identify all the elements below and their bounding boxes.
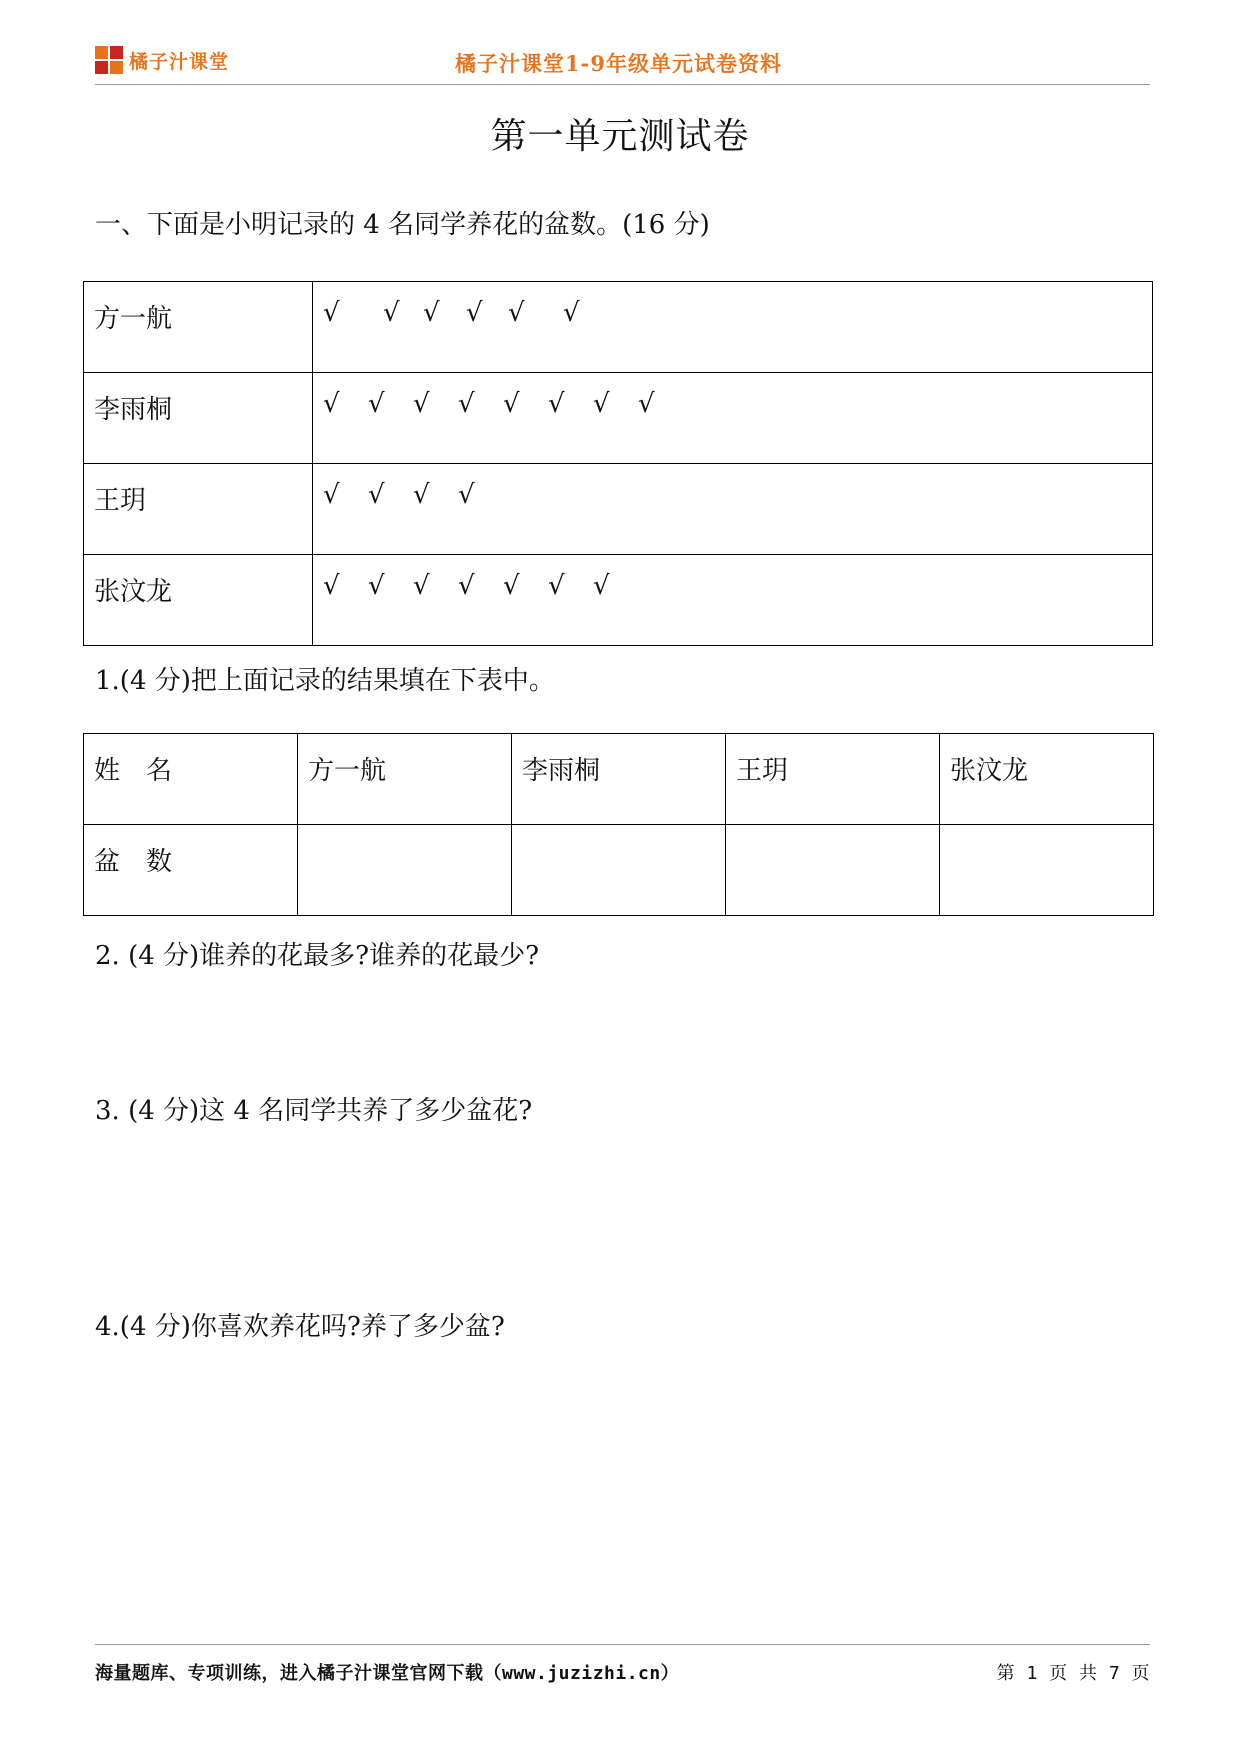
table-row: [84, 825, 1154, 916]
check-mark: √: [458, 571, 475, 601]
question-4: 4.(4 分)你喜欢养花吗?养了多少盆?: [95, 1312, 505, 1342]
question-1: 1.(4 分)把上面记录的结果填在下表中。: [95, 666, 555, 696]
record-checks: [313, 282, 1153, 373]
header-cell: 李雨桐: [512, 734, 726, 825]
question-2: 2. (4 分)谁养的花最多?谁养的花最少?: [95, 941, 540, 971]
table-row: [84, 373, 1153, 464]
header-cell-name: 姓 名: [84, 734, 298, 825]
result-table: [83, 733, 1154, 916]
check-mark: √: [368, 389, 385, 419]
record-name: 李雨桐: [84, 373, 313, 464]
check-mark: √: [458, 480, 475, 510]
check-mark: √: [548, 389, 565, 419]
check-mark: √: [503, 571, 520, 601]
record-checks: [313, 464, 1153, 555]
page-footer: [95, 1644, 1150, 1684]
answer-cell[interactable]: [298, 825, 512, 916]
check-mark: √: [383, 298, 400, 328]
check-marks: [323, 571, 1142, 601]
check-mark: √: [593, 571, 610, 601]
check-marks: [323, 298, 1142, 328]
table-row: [84, 555, 1153, 646]
check-mark: √: [413, 571, 430, 601]
answer-cell[interactable]: [940, 825, 1154, 916]
table-row: [84, 464, 1153, 555]
check-marks: [323, 480, 1142, 510]
check-mark: √: [368, 571, 385, 601]
check-mark: √: [508, 298, 525, 328]
check-mark: √: [368, 480, 385, 510]
header-cell: 张汶龙: [940, 734, 1154, 825]
check-marks: [323, 389, 1142, 419]
record-checks: [313, 555, 1153, 646]
table-row: [84, 734, 1154, 825]
question-3: 3. (4 分)这 4 名同学共养了多少盆花?: [95, 1096, 533, 1126]
record-checks: [313, 373, 1153, 464]
answer-cell[interactable]: [726, 825, 940, 916]
section1-heading: 一、下面是小明记录的 4 名同学养花的盆数。(16 分): [95, 210, 710, 240]
check-mark: √: [503, 389, 520, 419]
answer-cell[interactable]: [512, 825, 726, 916]
check-mark: √: [423, 298, 440, 328]
header-cell: 王玥: [726, 734, 940, 825]
brand-name: 橘子汁课堂: [129, 51, 230, 73]
record-table: [83, 281, 1153, 646]
check-mark: √: [323, 571, 340, 601]
check-mark: √: [563, 298, 580, 328]
check-mark: √: [413, 389, 430, 419]
check-mark: √: [323, 389, 340, 419]
page-header: [95, 38, 1150, 85]
brand-logo-icon: [95, 46, 125, 76]
check-mark: √: [323, 480, 340, 510]
footer-promo: 海量题库、专项训练，进入橘子汁课堂官网下载（www.juzizhi.cn）: [95, 1663, 680, 1684]
table-row: [84, 282, 1153, 373]
header-cell: 方一航: [298, 734, 512, 825]
page-title: 第一单元测试卷: [490, 116, 750, 157]
count-label-cell: 盆 数: [84, 825, 298, 916]
header-title: 橘子汁课堂1-9年级单元试卷资料: [455, 51, 782, 76]
check-mark: √: [593, 389, 610, 419]
check-mark: √: [413, 480, 430, 510]
page-number: 第 1 页 共 7 页: [996, 1663, 1150, 1684]
check-mark: √: [323, 298, 340, 328]
check-mark: √: [466, 298, 483, 328]
check-mark: √: [638, 389, 655, 419]
check-mark: √: [548, 571, 565, 601]
record-name: 王玥: [84, 464, 313, 555]
check-mark: √: [458, 389, 475, 419]
record-name: 张汶龙: [84, 555, 313, 646]
record-name: 方一航: [84, 282, 313, 373]
